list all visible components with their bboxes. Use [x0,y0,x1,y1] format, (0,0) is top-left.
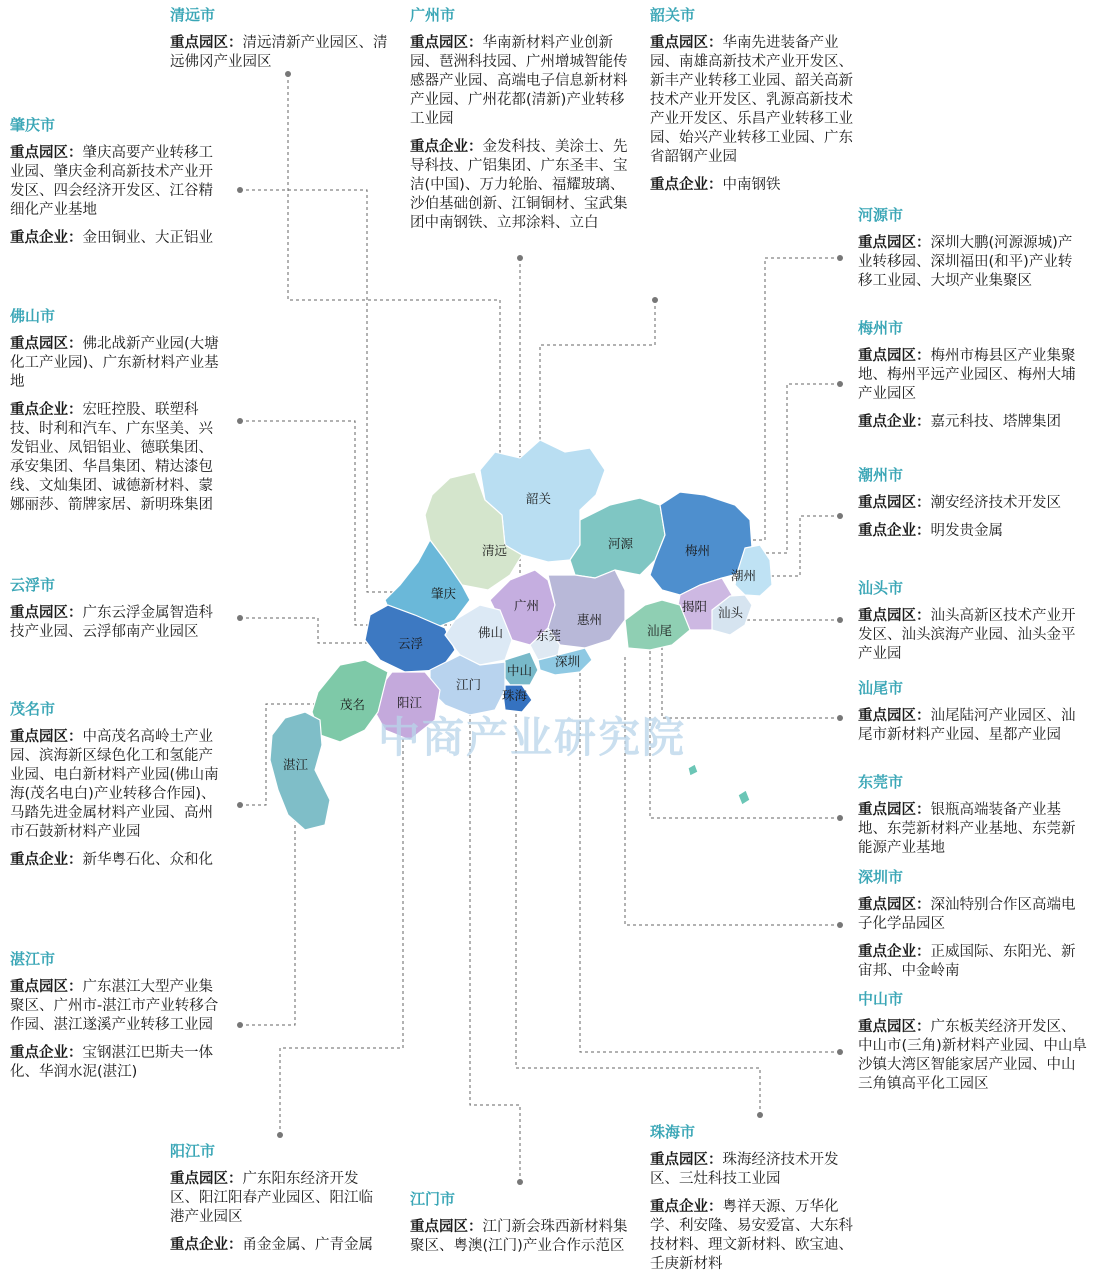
city-name: 茂名市 [10,700,56,718]
island-1 [688,764,698,776]
map-label-zhongshan: 中山 [507,663,533,678]
park-label: 重点园区： [410,1219,483,1235]
enterprise-text: 宏旺控股、联塑科技、时利和汽车、广东坚美、兴发铝业、凤铝铝业、德联集团、承安集团、华昌集团、精达漆包线、文灿集团、诚德新材料、蒙娜丽莎、箭牌家居、新明珠集团 [10,402,213,513]
park-label: 重点园区： [650,1152,723,1168]
dot-yunfu [237,615,243,621]
park-row [650,34,865,167]
card-maoming [10,700,225,879]
park-text: 广东阳东经济开发区、阳江阳春产业园区、阳江临港产业园区 [170,1171,373,1225]
card-chaozhou [858,466,1083,550]
park-label: 重点园区： [170,1171,243,1187]
park-text: 清远清新产业园区、清远佛冈产业园区 [170,35,388,70]
enterprise-row [650,176,865,195]
park-label: 重点园区： [650,35,723,51]
park-label: 重点园区： [858,608,931,624]
enterprise-text: 粤祥天源、万华化学、利安隆、易安爱富、大东科技材料、理文新材料、欧宝迪、壬庚新材料 [650,1199,853,1272]
park-row [858,607,1083,664]
city-name: 深圳市 [858,868,904,886]
card-qingyuan [170,6,395,81]
map-label-meizhou: 梅州 [685,543,711,558]
map-label-yunfu: 云浮 [398,636,424,651]
park-row [170,34,395,72]
card-jiangmen [410,1190,635,1265]
city-name: 河源市 [858,206,904,224]
leader-zhanjiang [240,780,295,1025]
dot-chaozhou [837,513,843,519]
city-name: 广州市 [410,6,456,24]
park-label: 重点园区： [10,336,83,352]
park-row [858,896,1083,934]
enterprise-label: 重点企业： [858,944,931,960]
city-name: 湛江市 [10,950,56,968]
dot-shanwei [837,715,843,721]
city-name: 潮州市 [858,466,904,484]
watermark: 中商产业研究院 [378,713,687,762]
park-label: 重点园区： [10,979,83,995]
city-name: 梅州市 [858,319,904,337]
map-label-foshan: 佛山 [478,625,504,640]
city-name: 佛山市 [10,307,56,325]
park-text: 广东云浮金属智造科技产业园、云浮郁南产业园区 [10,605,213,640]
park-row [10,604,225,642]
regions [270,440,772,830]
card-zhaoqing [10,116,220,257]
city-name: 韶关市 [650,6,696,24]
card-yunfu [10,576,225,651]
enterprise-row [170,1236,380,1255]
dot-jiangmen [517,1179,523,1185]
leader-chaozhou [760,516,840,576]
card-guangzhou [410,6,630,242]
card-zhuhai [650,1123,865,1283]
park-text: 汕尾陆河产业园区、汕尾市新材料产业园、星都产业园 [858,708,1076,743]
park-label: 重点园区： [170,35,243,51]
park-text: 深汕特别合作区高端电子化学品园区 [858,897,1076,932]
park-text: 深圳大鹏(河源源城)产业转移园、深圳福田(和平)产业转移工业园、大坝产业集聚区 [858,235,1073,289]
park-row [858,1018,1088,1094]
park-row [410,34,630,129]
park-row [410,1218,635,1256]
map-label-maoming: 茂名 [340,697,366,712]
map-label-shaoguan: 韶关 [526,491,552,506]
leader-zhaoqing [240,190,440,592]
map-label-zhuhai: 珠海 [502,688,528,703]
park-text: 佛北战新产业园(大塘化工产业园)、广东新材料产业基地 [10,336,219,390]
park-text: 广东板芙经济开发区、中山市(三角)新材料产业园、中山阜沙镇大湾区智能家居产业园、中山三角镇高平化工园区 [858,1019,1087,1092]
dot-zhuhai [757,1112,763,1118]
park-label: 重点园区： [858,1019,931,1035]
leader-shenzhen [625,655,840,925]
enterprise-label: 重点企业： [170,1237,243,1253]
enterprise-text: 金田铜业、大正铝业 [82,230,213,246]
enterprise-label: 重点企业： [10,402,83,418]
park-row [10,335,225,392]
enterprise-row [858,413,1083,432]
enterprise-row [10,401,225,515]
city-name: 汕头市 [858,579,904,597]
park-label: 重点园区： [10,605,83,621]
map-label-jieyang: 揭阳 [682,599,708,614]
card-shantou [858,579,1083,673]
park-label: 重点园区： [858,897,931,913]
map-label-shanwei: 汕尾 [647,623,673,638]
card-yangjiang [170,1142,380,1264]
island-2 [738,790,750,805]
city-name: 阳江市 [170,1142,216,1160]
card-foshan [10,307,225,524]
dot-heyuan [837,255,843,261]
park-text: 潮安经济技术开发区 [930,495,1061,511]
enterprise-row [650,1198,865,1274]
dot-shenzhen [837,922,843,928]
enterprise-text: 中南钢铁 [722,177,781,193]
enterprise-label: 重点企业： [650,177,723,193]
dot-foshan [237,418,243,424]
park-text: 华南新材料产业创新园、琶洲科技园、广州增城智能传感器产业园、高端电子信息新材料产业园、广州花都(清新)产业转移工业园 [410,35,628,127]
map-label-huizhou: 惠州 [577,612,603,627]
enterprise-label: 重点企业： [10,1045,83,1061]
city-name: 中山市 [858,990,904,1008]
park-row [858,801,1083,858]
park-label: 重点园区： [10,145,83,161]
park-label: 重点园区： [858,495,931,511]
map-label-chaozhou: 潮州 [731,568,757,583]
dot-dongguan [837,815,843,821]
park-row [10,144,220,220]
park-text: 华南先进装备产业园、南雄高新技术产业开发区、新丰产业转移工业园、韶关高新技术产业开发区、乳源高新技术产业开发区、乐昌产业转移工业园、始兴产业转移工业园、广东省韶钢产业园 [650,35,853,165]
dot-shantou [837,617,843,623]
park-row [170,1170,380,1227]
dot-zhaoqing [237,187,243,193]
card-heyuan [858,206,1083,300]
enterprise-text: 新华粤石化、众和化 [82,852,213,868]
enterprise-row [10,1044,225,1082]
leader-shanwei [662,630,840,718]
map-label-qingyuan: 清远 [482,543,508,558]
dot-guangzhou [517,255,523,261]
leader-meizhou [750,384,840,553]
card-meizhou [858,319,1083,441]
park-row [650,1151,865,1189]
enterprise-text: 甬金金属、广青金属 [242,1237,373,1253]
dot-shaoguan [652,297,658,303]
enterprise-label: 重点企业： [10,230,83,246]
park-row [858,494,1083,513]
map-label-dongguan: 东莞 [536,628,562,643]
enterprise-label: 重点企业： [858,523,931,539]
enterprise-text: 正威国际、东阳光、新宙邦、中金岭南 [858,944,1076,979]
card-shenzhen [858,868,1083,990]
dot-zhongshan [837,1049,843,1055]
enterprise-row [410,138,630,233]
park-row [10,728,225,842]
enterprise-label: 重点企业： [650,1199,723,1215]
dot-meizhou [837,381,843,387]
dot-yangjiang [277,1132,283,1138]
dot-maoming [237,802,243,808]
city-name: 云浮市 [10,576,56,594]
enterprise-text: 金发科技、美涂士、先导科技、广铝集团、广东圣丰、宝洁(中国)、万力轮胎、福耀玻璃、沙伯基础创新、江铜铜材、宝武集团中南钢铁、立邦涂料、立白 [410,139,628,231]
city-name: 江门市 [410,1190,456,1208]
park-text: 中高茂名高岭土产业园、滨海新区绿色化工和氢能产业园、电白新材料产业园(佛山南海(茂名电白)产业转移合作园)、马踏先进金属材料产业园、高州市石鼓新材料产业园 [10,729,219,840]
city-name: 东莞市 [858,773,904,791]
enterprise-row [10,229,220,248]
card-zhongshan [858,990,1088,1103]
park-label: 重点园区： [858,802,931,818]
map-label-shenzhen: 深圳 [555,654,581,669]
park-row [858,707,1083,745]
city-name: 清远市 [170,6,216,24]
park-text: 梅州市梅县区产业集聚地、梅州平远产业园区、梅州大埔产业园区 [858,348,1076,402]
park-label: 重点园区： [10,729,83,745]
park-label: 重点园区： [858,235,931,251]
park-text: 银瓶高端装备产业基地、东莞新材料产业基地、东莞新能源产业基地 [858,802,1076,856]
card-shaoguan [650,6,865,204]
enterprise-row [858,522,1083,541]
enterprise-text: 明发贵金属 [930,523,1003,539]
park-row [858,347,1083,404]
park-label: 重点园区： [858,348,931,364]
park-text: 珠海经济技术开发区、三灶科技工业园 [650,1152,839,1187]
park-row [10,978,225,1035]
enterprise-label: 重点企业： [10,852,83,868]
enterprise-text: 嘉元科技、塔牌集团 [930,414,1061,430]
map-label-guangzhou: 广州 [514,598,540,613]
park-text: 江门新会珠西新材料集聚区、粤澳(江门)产业合作示范区 [410,1219,628,1254]
park-text: 肇庆高要产业转移工业园、肇庆金利高新技术产业开发区、四会经济开发区、江谷精细化产业基地 [10,145,213,218]
park-label: 重点园区： [410,35,483,51]
park-row [858,234,1083,291]
map-label-yangjiang: 阳江 [397,695,423,710]
enterprise-text: 宝钢湛江巴斯夫一体化、华润水泥(湛江) [10,1045,213,1080]
map-label-zhaoqing: 肇庆 [431,586,457,601]
card-dongguan [858,773,1083,867]
enterprise-label: 重点企业： [858,414,931,430]
park-label: 重点园区： [858,708,931,724]
park-text: 汕头高新区技术产业开发区、汕头滨海产业园、汕头金平产业园 [858,608,1076,662]
enterprise-row [858,943,1083,981]
map-label-shantou: 汕头 [718,605,744,620]
city-name: 肇庆市 [10,116,56,134]
map-label-heyuan: 河源 [608,536,634,551]
map-label-zhanjiang: 湛江 [283,757,309,772]
map-label-jiangmen: 江门 [456,677,482,692]
dot-zhanjiang [237,1022,243,1028]
city-name: 珠海市 [650,1123,696,1141]
city-name: 汕尾市 [858,679,904,697]
card-shanwei [858,679,1083,754]
enterprise-label: 重点企业： [410,139,483,155]
card-zhanjiang [10,950,225,1091]
enterprise-row [10,851,225,870]
park-text: 广东湛江大型产业集聚区、广州市-湛江市产业转移合作园、湛江遂溪产业转移工业园 [10,979,219,1033]
